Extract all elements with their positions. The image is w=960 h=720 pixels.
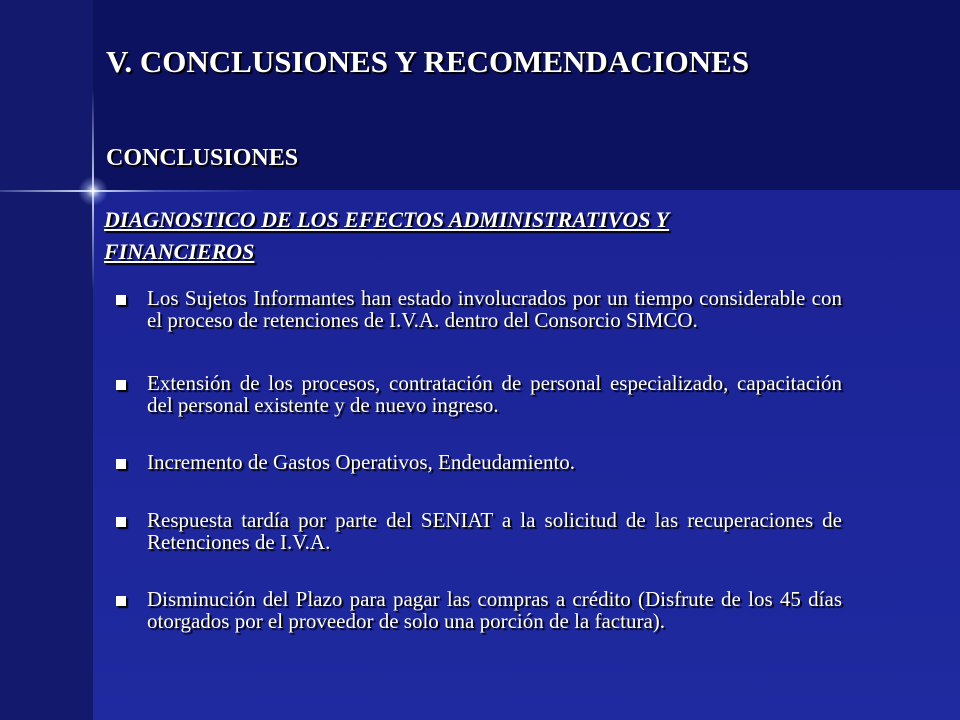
square-bullet-icon	[116, 517, 126, 527]
bullet-text: Disminución del Plazo para pagar las compras a crédito (Disfrute de los 45 días otorgados por el proveedor de solo una porción de la factura).	[147, 587, 842, 633]
list-item	[116, 451, 842, 473]
bullet-text: Los Sujetos Informantes han estado involucrados por un tiempo considerable con el proceso de retenciones de I.V.A. dentro del Consorcio SIMCO.	[147, 286, 842, 332]
square-bullet-icon	[116, 459, 126, 469]
square-bullet-icon	[116, 380, 126, 390]
square-bullet-icon	[116, 295, 126, 305]
list-item	[116, 588, 842, 632]
light-flare-horizontal	[0, 190, 260, 192]
light-flare-icon	[78, 176, 108, 206]
bullet-text: Extensión de los procesos, contratación de personal especializado, capacitación del personal existente y de nuevo ingreso.	[147, 371, 842, 417]
slide-title: V. CONCLUSIONES Y RECOMENDACIONES	[106, 44, 750, 79]
section-heading: DIAGNOSTICO DE LOS EFECTOS ADMINISTRATIVOS Y FINANCIEROS	[104, 207, 670, 264]
bullet-text: Respuesta tardía por parte del SENIAT a la solicitud de las recuperaciones de Retenciones de I.V.A.	[147, 508, 842, 554]
bullet-list	[116, 287, 842, 632]
bullet-text: Incremento de Gastos Operativos, Endeudamiento.	[147, 450, 576, 474]
square-bullet-icon	[116, 596, 126, 606]
list-item	[116, 287, 842, 331]
list-item	[116, 372, 842, 416]
left-decorative-band	[0, 0, 93, 720]
list-item	[116, 509, 842, 553]
slide-subtitle: CONCLUSIONES	[106, 145, 299, 171]
